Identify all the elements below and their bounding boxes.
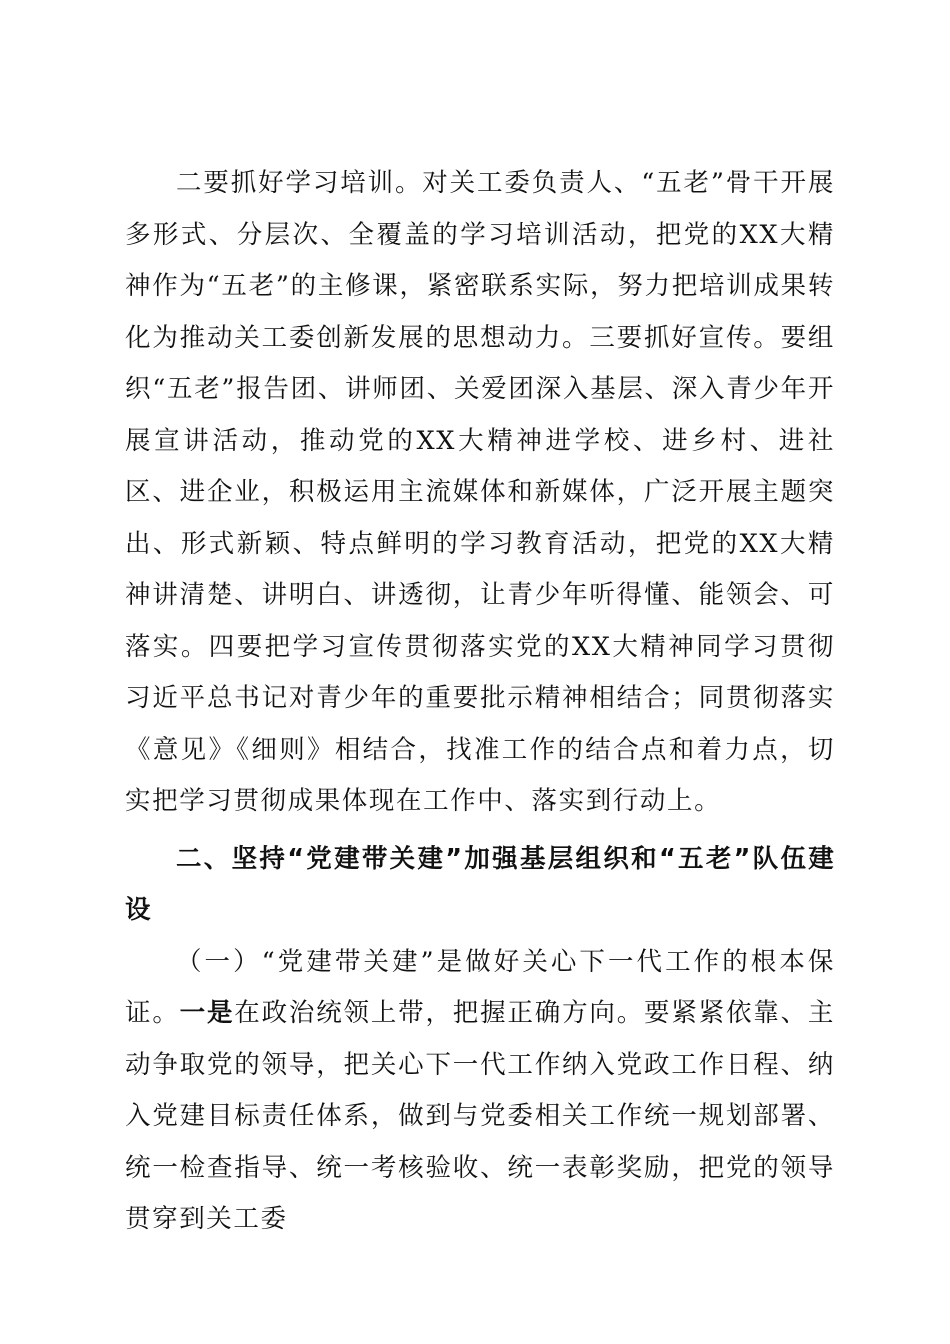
subsection-heading-text: （一）“党建带关建”是做好关心下一代工作的根本保证。 (125, 946, 835, 1028)
paragraph-lead: 一是 (179, 998, 235, 1028)
section-heading: 二、坚持“党建带关建”加强基层组织和“五老”队伍建设 (125, 843, 835, 925)
document-body (125, 158, 835, 1246)
body-paragraph: 二要抓好学习培训。对关工委负责人、“五老”骨干开展多形式、分层次、全覆盖的学习培训活动，把党的XX大精神作为“五老”的主修课，紧密联系实际，努力把培训成果转化为推动关工委创新发展的思想动力。三要抓好宣传。要组织“五老”报告团、讲师团、关爱团深入基层、深入青少年开展宣讲活动，推动党的XX大精神进学校、进乡村、进社区、进企业，积极运用主流媒体和新媒体，广泛开展主题突出、形式新颖、特点鲜明的学习教育活动，把党的XX大精神讲清楚、讲明白、讲透彻，让青少年听得懂、能领会、可落实。四要把学习宣传贯彻落实党的XX大精神同学习贯彻习近平总书记对青少年的重要批示精神相结合；同贯彻落实《意见》《细则》相结合，找准工作的结合点和着力点，切实把学习贯彻成果体现在工作中、落实到行动上。 (125, 168, 835, 816)
paragraph-body: 在政治统领上带，把握正确方向。要紧紧依靠、主动争取党的领导，把关心下一代工作纳入党政工作日程、纳入党建目标责任体系，做到与党委相关工作统一规划部署、统一检查指导、统一考核验收、统一表彰奖励，把党的领导贯穿到关工委 (125, 998, 836, 1234)
subsection-heading (125, 937, 835, 1246)
